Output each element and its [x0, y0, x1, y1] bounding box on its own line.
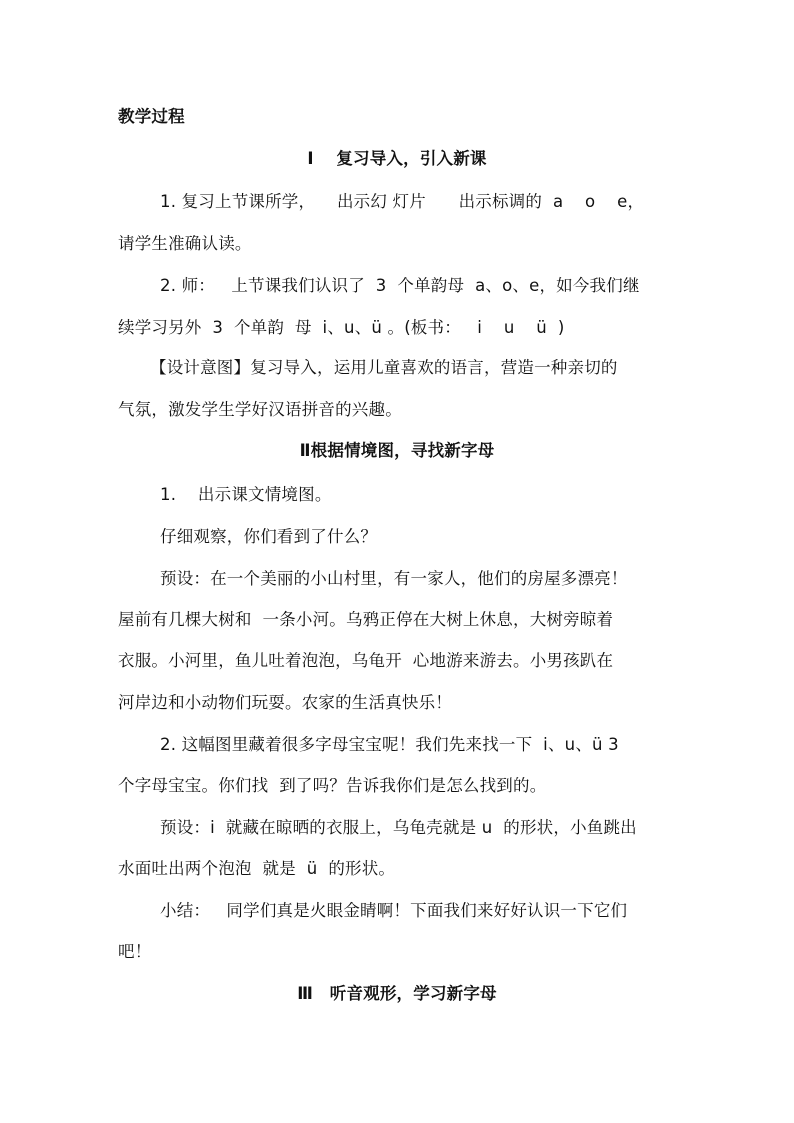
paragraph-line: 请学生准确认读。 — [118, 234, 252, 253]
section-heading-3: Ⅲ 听音观形，学习新字母 — [297, 984, 497, 1003]
paragraph-line: 1. 复习上节课所学， 出示幻 灯片 出示标调的 a o e， — [160, 192, 645, 211]
paragraph-line: 河岸边和小动物们玩耍。农家的生活真快乐！ — [118, 693, 452, 712]
paragraph-line: 仔细观察，你们看到了什么？ — [160, 527, 378, 546]
paragraph-line: 小结： 同学们真是火眼金睛啊！下面我们来好好认识一下它们 — [160, 901, 628, 920]
paragraph-line: 衣服。小河里，鱼儿吐着泡泡，乌龟开 心地游来游去。小男孩趴在 — [118, 651, 614, 670]
paragraph-line: 2. 师： 上节课我们认识了 3 个单韵母 a、o、e，如今我们继 — [160, 276, 640, 295]
paragraph-line: 吧！ — [118, 942, 152, 961]
paragraph-line: 预设：i 就藏在晾晒的衣服上，乌龟壳就是 u 的形状，小鱼跳出 — [160, 818, 637, 837]
section-heading-2: Ⅱ根据情境图，寻找新字母 — [299, 441, 495, 460]
paragraph-line: 2. 这幅图里藏着很多字母宝宝呢！我们先来找一下 i、u、ü 3 — [160, 735, 619, 754]
paragraph-line: 【设计意图】复习导入，运用儿童喜欢的语言，营造一种亲切的 — [150, 358, 618, 377]
section-heading-1: Ⅰ 复习导入，引入新课 — [307, 149, 487, 168]
paragraph-line: 水面吐出两个泡泡 就是 ü 的形状。 — [118, 859, 396, 878]
paragraph-line: 续学习另外 3 个单韵 母 i、u、ü 。(板书： i u ü ) — [118, 318, 565, 337]
paragraph-line: 预设：在一个美丽的小山村里，有一家人，他们的房屋多漂亮！ — [160, 569, 628, 588]
paragraph-line: 气氛，激发学生学好汉语拼音的兴趣。 — [118, 400, 402, 419]
document-title: 教学过程 — [118, 107, 185, 126]
paragraph-line: 个字母宝宝。你们找 到了吗？告诉我你们是怎么找到的。 — [118, 776, 547, 795]
paragraph-line: 屋前有几棵大树和 一条小河。乌鸦正停在大树上休息，大树旁晾着 — [118, 610, 614, 629]
paragraph-line: 1. 出示课文情境图。 — [160, 485, 332, 504]
